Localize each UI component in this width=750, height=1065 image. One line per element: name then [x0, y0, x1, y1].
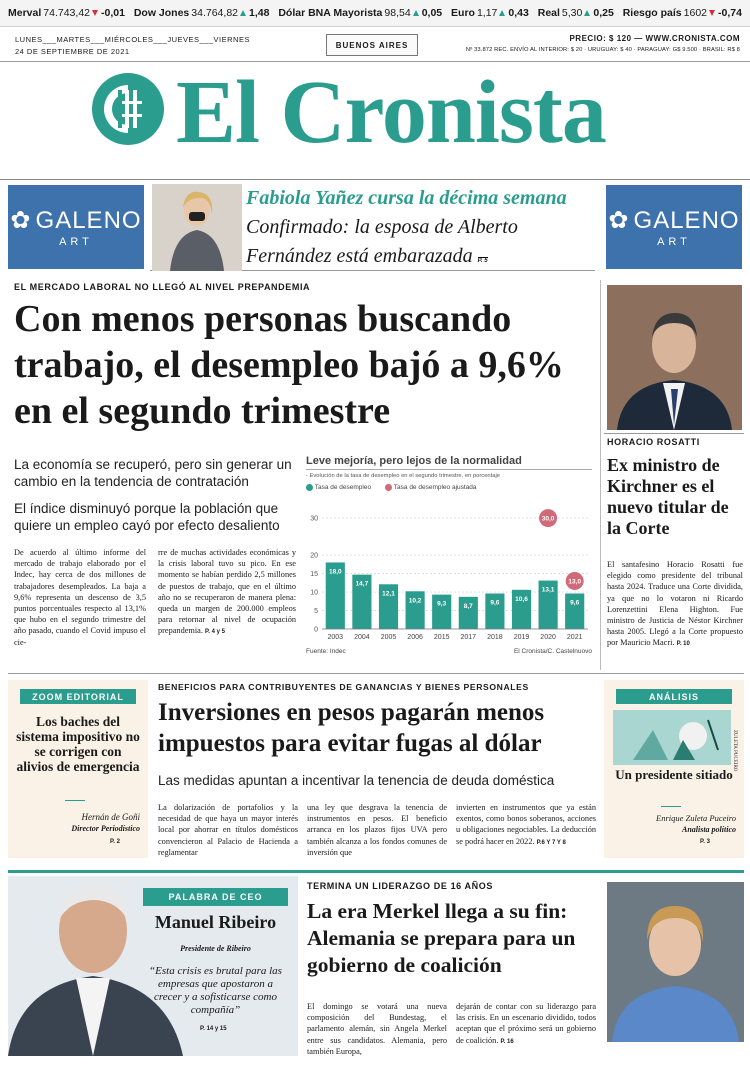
rule	[661, 806, 681, 807]
y-tick-label: 20	[310, 552, 318, 560]
page-ref: P. 4 y 5	[205, 629, 225, 636]
merkel-body-text: dejarán de contar con su liderazgo para las crisis. En un escenario dividido, todos aceptan que el próximo será un gobierno de coalición.	[456, 1002, 596, 1045]
inversiones-kicker: BENEFICIOS PARA CONTRIBUYENTES DE GANANCIAS Y BIENES PERSONALES	[158, 682, 529, 692]
ticker-change: 1,48	[249, 7, 270, 19]
ticker-change: -0,74	[718, 7, 742, 19]
ad-sub: ART	[59, 236, 93, 248]
bar-value-label: 9,6	[490, 599, 500, 607]
legend-label-1: Tasa de desempleo	[314, 484, 372, 492]
merkel-photo	[607, 882, 744, 1042]
analisis-author: Enrique Zuleta Puceiro	[656, 813, 736, 823]
ticker-label: Dólar BNA Mayorista	[278, 7, 383, 19]
distribution-fine-print: Nº 33.872 REC. ENVÍO AL INTERIOR: $ 20 · URUGUAY: $ 40 · PARAGUAY: G$ 9.500 · BRASIL: R$ 8	[465, 47, 740, 53]
ticker-item	[538, 7, 614, 19]
chart-source: Fuente: Indec	[306, 648, 346, 655]
arrow-up-icon	[499, 10, 505, 16]
x-tick-label: 2017	[460, 634, 477, 641]
bar-value-label: 9,6	[570, 599, 580, 607]
ticker-label: Riesgo país	[622, 7, 682, 19]
inversiones-deck: Las medidas apuntan a incentivar la tenencia de deuda doméstica	[158, 773, 555, 788]
merkel-headline[interactable]: La era Merkel llega a su fin: Alemania se prepara para un gobierno de coalición	[307, 899, 576, 977]
arrow-up-icon	[413, 10, 419, 16]
x-tick-label: 2003	[327, 634, 344, 641]
teaser-line-1: Fabiola Yañez cursa la décima semana	[246, 187, 567, 209]
lead-body-text: rre de muchas actividades económicas y la crisis laboral tuvo su pico. En ese momento se habían perdido 2,5 millones de puestos de trabajo, que en el último año no se recuperaron de manera plena: queda un margen de 200.000 empleos para retornar al nivel de ocupación prepandemia.	[158, 548, 296, 636]
y-tick-label: 0	[314, 626, 318, 634]
inversiones-body-col-2: una ley que desgrava la tenencia de instrumentos en pesos. El beneficio arranca en los plazos fijos UVA pero también alcanza a los fondos comunes de inversión que	[307, 803, 447, 857]
ticker-label: Merval	[8, 7, 42, 19]
analisis-side-label: ZULETA PUCEIRO	[732, 730, 737, 772]
inversiones-body-col-1: La dolarización de portafolios y la necesidad de que haya un mayor interés local por ahorrar en títulos domésticos convencieron al Palacio de Hacienda a reglamentar	[158, 803, 298, 857]
arrow-down-icon	[709, 10, 715, 16]
ticker-value: 5,30	[561, 7, 583, 19]
zoom-tag: ZOOM EDITORIAL	[20, 689, 136, 704]
ticker-item	[8, 7, 125, 19]
rosatti-body-text: El santafesino Horacio Rosatti fue elegido como presidente del tribunal hasta 2024. Traduce una Corte dividida, ya que no lo votaron ni Ricardo Lorenzettini Elena Highton. Fue ministro de Justicia de Néstor Kirchner hasta 2005. Llegó a la Corte propuesto por Mauricio Macri.	[607, 560, 743, 648]
weekdays: LUNES___MARTES___MIÉRCOLES___JUEVES___VIERNES	[15, 35, 250, 44]
bar-value-label: 12,1	[382, 590, 395, 598]
fabiola-photo	[152, 184, 242, 271]
inversiones-body-col-3	[456, 802, 596, 849]
legend-item-2	[385, 484, 476, 491]
lead-deck-1: La economía se recuperó, pero sin generar un cambio en la tendencia de contratación	[14, 457, 292, 489]
legend-swatch-1	[306, 484, 313, 491]
unemployment-chart	[306, 455, 592, 660]
merkel-body-col-2	[456, 1001, 596, 1048]
x-tick-label: 2020	[540, 634, 556, 641]
bar-value-label: 10,2	[408, 597, 422, 605]
ticker-change: 0,05	[421, 7, 443, 19]
ticker-label: Euro	[451, 7, 475, 19]
ticker-label: Dow Jones	[133, 7, 190, 19]
bar-value-label: 18,0	[328, 568, 342, 576]
y-tick-label: 10	[310, 589, 318, 597]
chart-legend	[306, 484, 592, 491]
lead-headline[interactable]: Con menos personas buscando trabajo, el desempleo bajó a 9,6% en el segundo trimestre	[14, 298, 564, 432]
y-tick-label: 30	[310, 515, 318, 523]
page-ref: P. 14 y 15	[200, 1026, 227, 1032]
page-ref: P. 3	[700, 839, 710, 845]
ticker-item	[451, 7, 529, 19]
logo-icon	[92, 73, 164, 145]
rule	[65, 800, 85, 801]
merkel-body-col-1: El domingo se votará una nueva composición del Bundestag, el parlamento alemán, sin Angela Merkel entre sus candidatos. Alemania, pero también Europa,	[307, 1002, 447, 1056]
chart-subtitle: - Evolución de la tasa de desempleo en el segundo trimestre, en porcentaje	[306, 473, 500, 479]
divider	[604, 433, 744, 434]
teaser-line-3: Fernández está embarazada	[246, 245, 473, 267]
rosatti-body	[607, 559, 743, 651]
x-tick-label: 2015	[433, 634, 450, 641]
ceo-quote: “Esta crisis es brutal para las empresas que apostaron a crecer y a sofisticarse como compañía”	[149, 965, 282, 1016]
inversiones-body-text: invierten en instrumentos que ya están exentos, como bonos soberanos, acciones u obligaciones negociables. La deducción se podrá hacer en 2022.	[456, 803, 596, 846]
galeno-logo-icon: ✿	[10, 207, 32, 234]
teaser-line-2: Confirmado: la esposa de Alberto	[246, 216, 518, 238]
x-tick-label: 2019	[513, 634, 530, 641]
bar	[459, 597, 478, 629]
ceo-role: Presidente de Ribeiro	[180, 944, 251, 953]
lead-body-col-1: De acuerdo al último informe del mercado de trabajo elaborado por el Indec, hay cerca de dos millones de trabajadores desempleados. La baja a 9,6% representa un descenso de 3,5 puntos porcentuales respecto al 13,1% que hubo en el segundo trimestre del año pasado, cuando el Covid impuso el cie-	[14, 548, 146, 647]
ad-brand: GALENO	[35, 206, 142, 234]
page-ref: P. 2	[110, 839, 120, 845]
city-box: BUENOS AIRES	[326, 34, 418, 56]
page-ref: P.6 Y 7 Y 8	[536, 839, 566, 846]
bar-value-label: 10,6	[515, 595, 528, 603]
ticker-change: 0,25	[593, 7, 614, 19]
merkel-kicker: TERMINA UN LIDERAZGO DE 16 AÑOS	[307, 881, 493, 891]
page-ref: P. 5	[477, 258, 488, 264]
inversiones-headline[interactable]: Inversiones en pesos pagarán menos impuestos para evitar fugas al dólar	[158, 699, 545, 757]
chart-title: Leve mejoría, pero lejos de la normalidad	[306, 455, 592, 470]
ceo-name[interactable]: Manuel Ribeiro	[154, 912, 277, 932]
ad-brand: GALENO	[633, 206, 740, 234]
ticker-value: 98,54	[384, 7, 411, 19]
analisis-role: Analista político	[681, 825, 736, 834]
analisis-tag: ANÁLISIS	[616, 689, 732, 704]
bar-value-label: 13,1	[541, 586, 555, 594]
y-tick-label: 5	[314, 608, 318, 616]
x-tick-label: 2004	[354, 634, 370, 641]
zoom-role: Director Periodístico	[71, 824, 140, 833]
column-divider	[600, 280, 601, 670]
ticker-value: 34.764,82	[191, 7, 238, 19]
price-line: PRECIO: $ 120 — WWW.CRONISTA.COM	[569, 34, 740, 43]
lead-deck-2: El índice disminuyó porque la población que quiere un empleo cayó por efecto desaliento	[14, 501, 280, 533]
rosatti-photo	[607, 285, 742, 430]
legend-item-1	[306, 484, 371, 491]
ceo-tag: PALABRA DE CEO	[143, 888, 288, 906]
zoom-author: Hernán de Goñi	[81, 812, 140, 822]
ticker-item	[623, 7, 742, 19]
bar-value-label: 8,7	[463, 602, 473, 610]
adjusted-value-label: 13,0	[568, 578, 582, 586]
arrow-up-icon	[240, 10, 246, 16]
rosatti-headline[interactable]: Ex ministro de Kirchner es el nuevo titular de la Corte	[607, 455, 729, 538]
y-tick-label: 15	[310, 571, 318, 579]
ticker-item	[278, 7, 442, 19]
ad-sub: ART	[657, 236, 691, 248]
page-ref: P. 10	[676, 641, 690, 648]
ticker-label: Real	[537, 7, 560, 19]
arrow-down-icon	[92, 10, 98, 16]
rosatti-kicker: HORACIO ROSATTI	[607, 437, 700, 447]
ticker-value: 1,17	[476, 7, 498, 19]
bar-value-label: 14,7	[355, 580, 369, 588]
legend-swatch-2	[385, 484, 392, 491]
galeno-ad-right[interactable]	[606, 185, 742, 269]
galeno-ad-left[interactable]	[8, 185, 144, 269]
zoom-headline[interactable]: Los baches del sistema impositivo no se corrigen con alivios de emergencia	[16, 714, 140, 774]
x-tick-label: 2006	[407, 634, 423, 641]
lead-body-col-2	[158, 547, 296, 639]
x-tick-label: 2005	[380, 634, 397, 641]
legend-label-2: Tasa de desempleo ajustada	[393, 484, 477, 492]
x-tick-label: 2018	[487, 634, 503, 641]
market-ticker	[0, 0, 750, 27]
bar-value-label: 9,3	[437, 600, 447, 608]
analisis-illustration	[613, 710, 731, 765]
analisis-headline[interactable]: Un presidente sitiado	[615, 767, 733, 782]
section-divider	[8, 673, 744, 674]
adjusted-value-label: 30,0	[541, 515, 555, 523]
chart-plot	[306, 503, 592, 653]
section-divider	[8, 870, 744, 873]
lead-kicker: EL MERCADO LABORAL NO LLEGÓ AL NIVEL PREPANDEMIA	[14, 282, 311, 292]
ticker-value: 1602	[683, 7, 707, 19]
ticker-value: 74.743,42	[43, 7, 90, 19]
x-tick-label: 2021	[566, 634, 583, 641]
galeno-logo-icon: ✿	[608, 207, 630, 234]
arrow-up-icon	[584, 10, 590, 16]
ticker-change: -0,01	[101, 7, 125, 19]
chart-credit: El Cronista/C. Castelnuovo	[513, 648, 592, 655]
ticker-item	[134, 7, 270, 19]
dateline-bar	[0, 28, 750, 62]
teaser-headline[interactable]	[246, 184, 596, 276]
masthead-title: El Cronista	[176, 63, 606, 162]
page-ref: P. 16	[500, 1038, 514, 1045]
ticker-change: 0,43	[508, 7, 529, 19]
issue-date: 24 DE SEPTIEMBRE DE 2021	[15, 47, 130, 56]
